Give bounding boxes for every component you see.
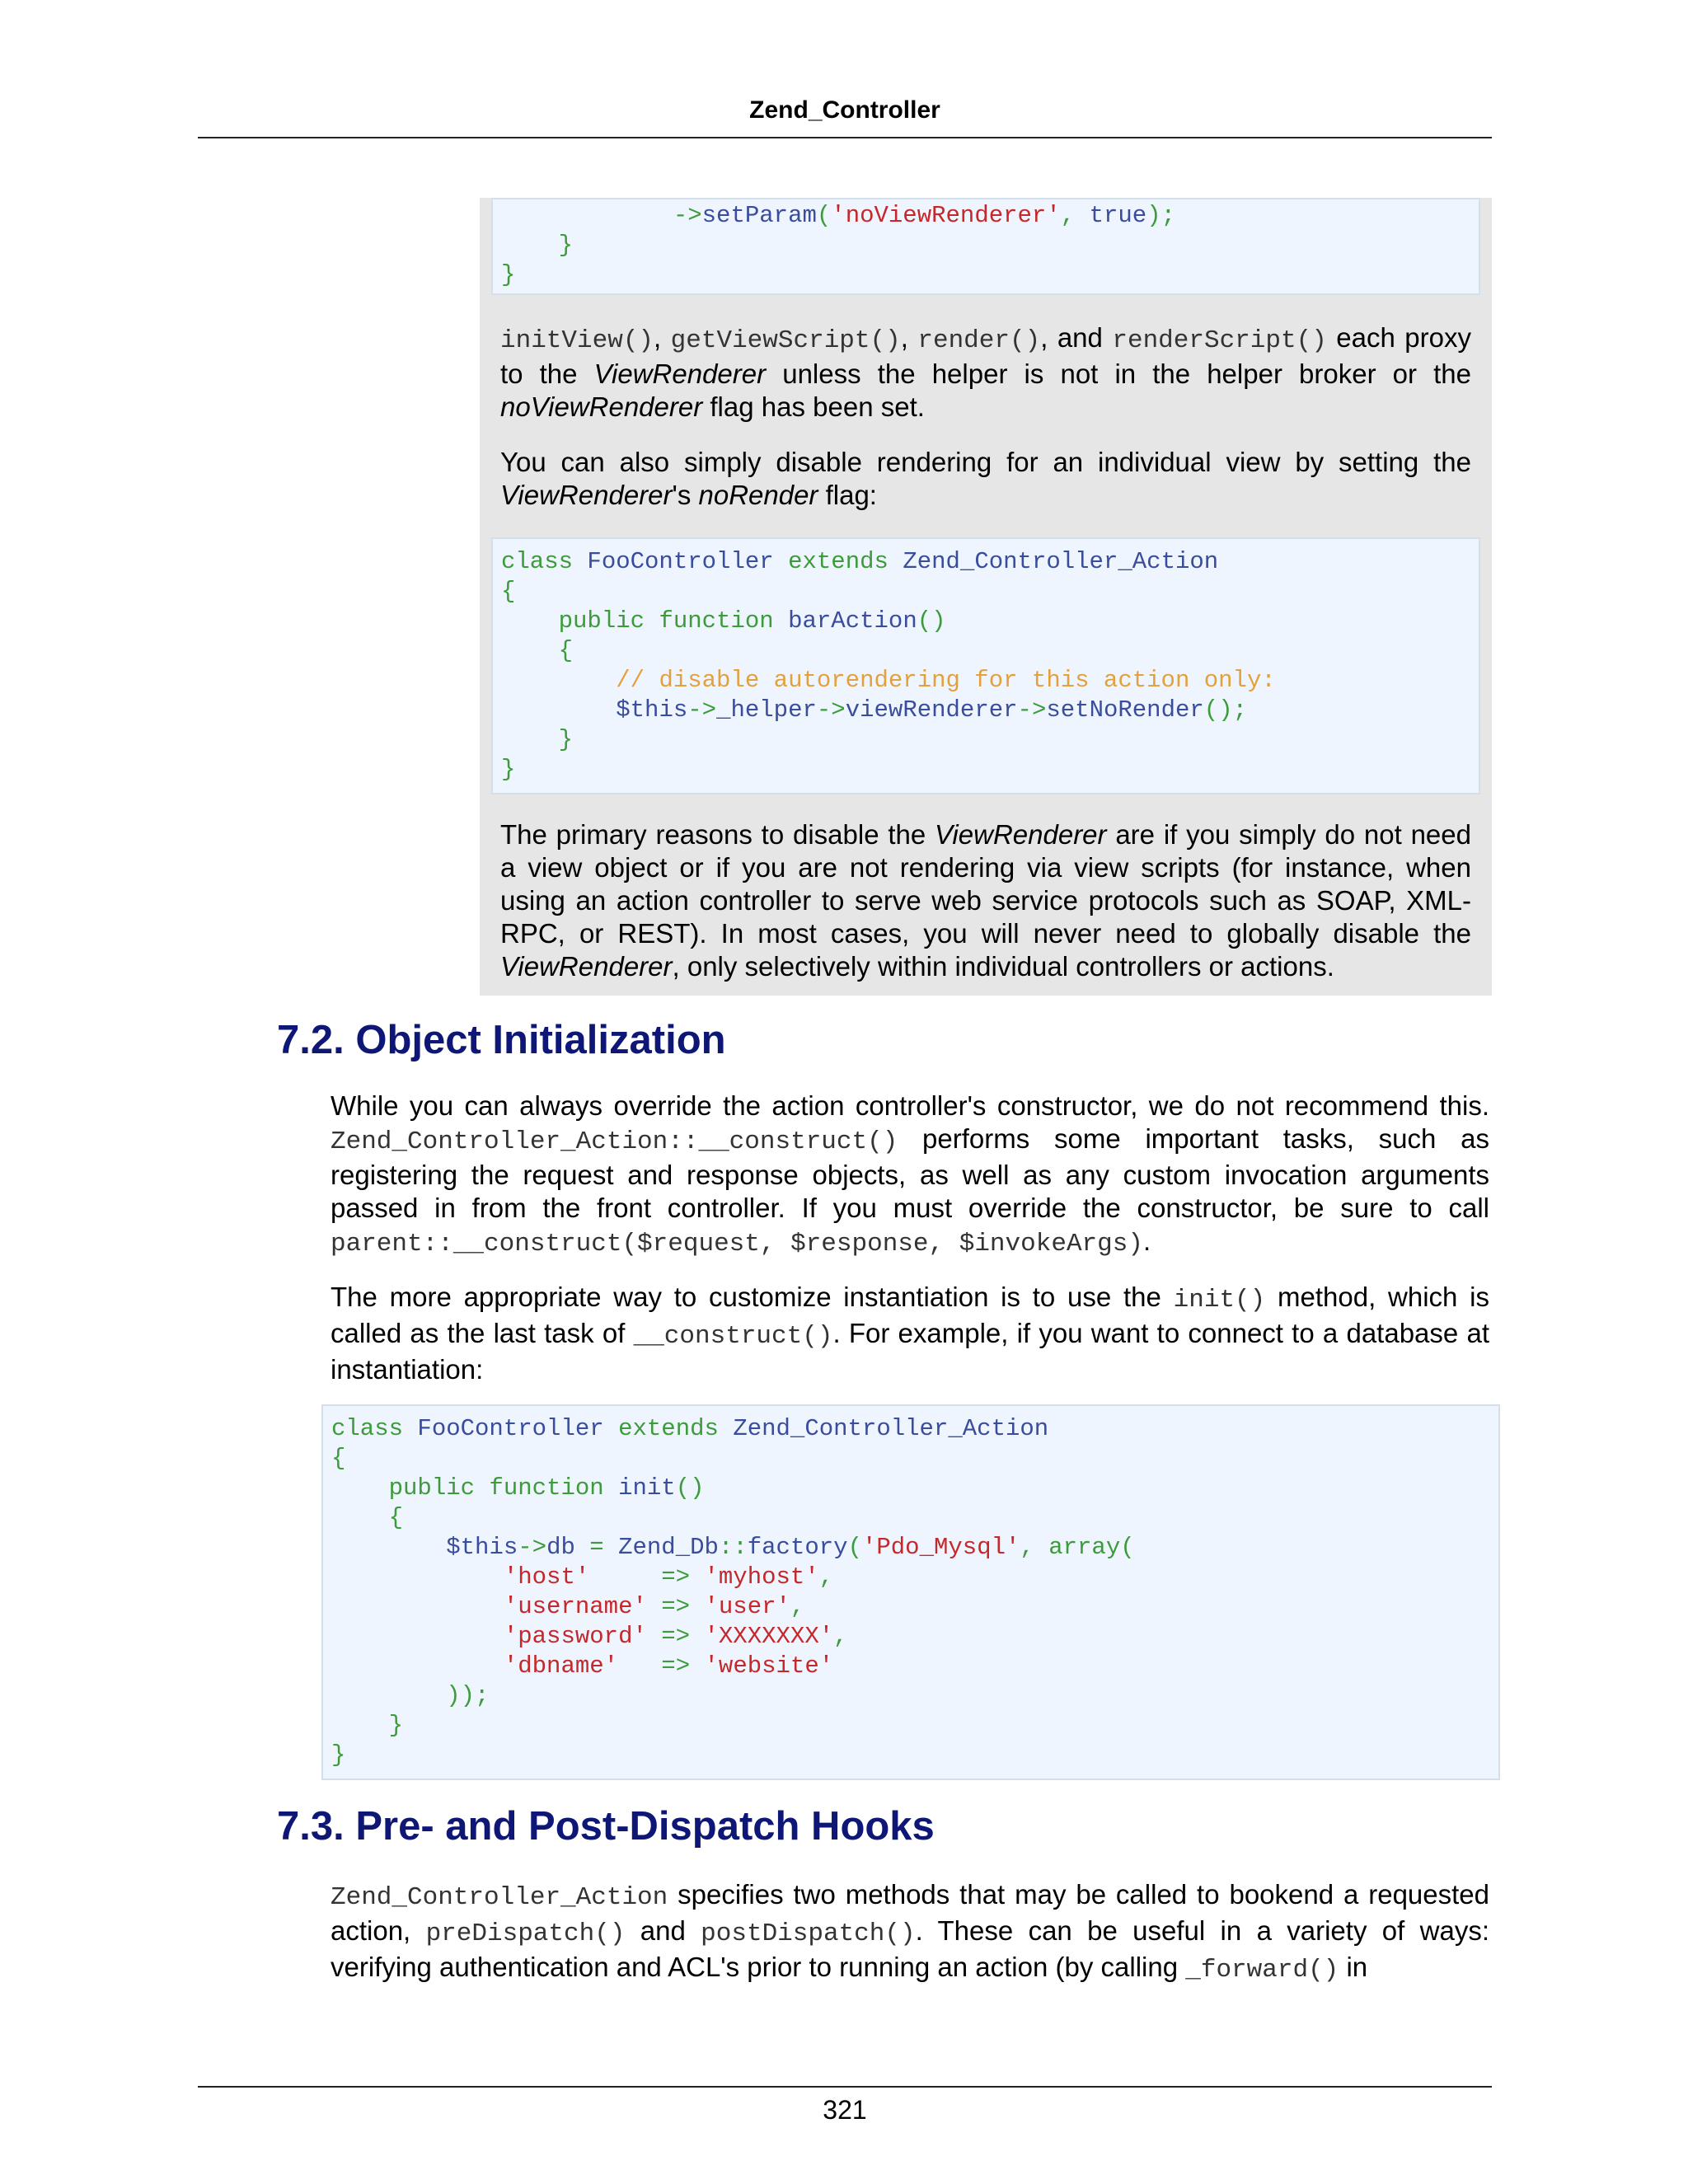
running-header: Zend_Controller <box>749 96 940 124</box>
section-7-2-paragraph-2: The more appropriate way to customize instantiation is to use the init() method, which is called as the last task of __construct(). For example, if you want to connect to a database at instantiation: <box>331 1282 1489 1385</box>
note-paragraph-2: You can also simply disable rendering for an individual view by setting the ViewRenderer's noRender flag: <box>500 447 1471 510</box>
section-heading-7-3: 7.3. Pre- and Post-Dispatch Hooks <box>277 1804 935 1849</box>
section-heading-7-2: 7.2. Object Initialization <box>277 1018 726 1062</box>
code-line: ->setParam('noViewRenderer', true); <box>673 202 1175 229</box>
code-line: class FooController extends Zend_Controller_Action <box>501 548 1219 575</box>
code-block-continuation <box>491 198 1480 295</box>
code-line: { <box>331 1445 346 1472</box>
code-line: { <box>501 578 516 605</box>
code-line: 'username' => 'user', <box>503 1593 805 1620</box>
note-paragraph-3: The primary reasons to disable the ViewRenderer are if you simply do not need a view object or if you are not rendering via view scripts (for instance, when using an action controller to serve web service protocols such as SOAP, XML-RPC, or REST). In most cases, you will never need to globally disable the ViewRenderer, only selectively within individual controllers or actions. <box>500 819 1471 982</box>
code-line: { <box>558 637 574 664</box>
code-line: 'host' => 'myhost', <box>503 1563 834 1591</box>
code-block-noRender <box>491 537 1480 794</box>
code-block-init <box>321 1404 1500 1780</box>
code-line: class FooController extends Zend_Controller_Action <box>331 1415 1049 1442</box>
page-number: 321 <box>823 2095 867 2125</box>
code-line: )); <box>446 1682 490 1709</box>
section-7-2-paragraph-1: While you can always override the action controller's constructor, we do not recommend this. Zend_Controller_Action::__construct() performs some important tasks, such as registering the request and response objects, as well as any custom invocation arguments passed in from the front controller. If you must override the constructor, be sure to call parent::__construct($request, $response, $invokeArgs). <box>331 1090 1489 1258</box>
code-line: public function init() <box>388 1474 705 1502</box>
code-line: } <box>331 1741 346 1769</box>
note-paragraph-1: initView(), getViewScript(), render(), and renderScript() each proxy to the ViewRenderer unless the helper is not in the helper broker or the noViewRenderer flag has been set. <box>500 322 1472 422</box>
section-7-3-paragraph-1: Zend_Controller_Action specifies two methods that may be called to bookend a requested action, preDispatch() and postDispatch(). These can be useful in a variety of ways: verifying authentication and ACL's prior to running an action (by calling _forward() in <box>331 1879 1489 1985</box>
code-line: } <box>501 756 516 783</box>
footer-rule <box>198 2086 1492 2088</box>
code-line: public function barAction() <box>558 607 946 635</box>
code-line: 'password' => 'XXXXXXX', <box>503 1623 848 1650</box>
code-line: $this->_helper->viewRenderer->setNoRender(); <box>616 696 1248 724</box>
code-line: } <box>501 261 516 288</box>
code-line: $this->db = Zend_Db::factory('Pdo_Mysql', array( <box>446 1534 1135 1561</box>
code-line: } <box>558 232 574 259</box>
header-rule <box>198 137 1492 138</box>
code-line: } <box>388 1712 404 1739</box>
code-line: // disable autorendering for this action only: <box>616 667 1276 694</box>
code-line: 'dbname' => 'website' <box>503 1652 834 1680</box>
code-line: { <box>388 1504 404 1531</box>
code-line: } <box>558 726 574 753</box>
